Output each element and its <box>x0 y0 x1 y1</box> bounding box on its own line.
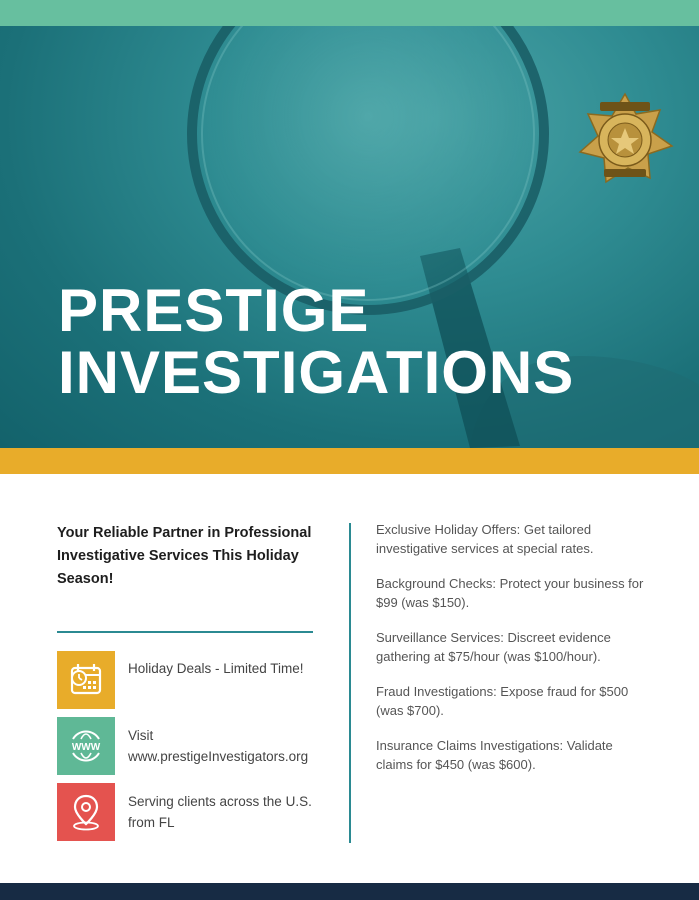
offer-item: Insurance Claims Investigations: Validate claims for $450 (was $600). <box>376 738 613 772</box>
calendar-icon <box>57 651 115 709</box>
offer-item: Surveillance Services: Discreet evidence gathering at $75/hour (was $100/hour). <box>376 630 611 664</box>
feature-service-area <box>57 783 327 841</box>
tagline: Your Reliable Partner in Professional Investigative Services This Holiday Season! <box>57 525 312 587</box>
feature-website <box>57 717 327 775</box>
hero-banner <box>0 26 699 448</box>
www-globe-icon <box>57 717 115 775</box>
title-line-1: PRESTIGE <box>58 277 370 344</box>
feature-text: Serving clients across the U.S. from FL <box>128 794 312 830</box>
investigator-badge-icon <box>576 92 674 186</box>
feature-holiday-deals <box>57 651 327 709</box>
location-pin-icon <box>57 783 115 841</box>
feature-text: Holiday Deals - Limited Time! <box>128 661 304 676</box>
gold-divider-bar <box>0 448 699 474</box>
offer-item: Background Checks: Protect your business for $99 (was $150). <box>376 576 644 610</box>
offer-item: Fraud Investigations: Expose fraud for $500 (was $700). <box>376 684 629 718</box>
section-rule <box>57 631 313 633</box>
offers-list <box>376 521 646 791</box>
title-line-2: INVESTIGATIONS <box>58 339 575 406</box>
svg-text:WWW: WWW <box>71 742 101 753</box>
footer-bar <box>0 883 699 900</box>
page-title <box>58 277 575 406</box>
feature-text: Visit www.prestigeInvestigators.org <box>128 728 309 764</box>
column-divider <box>349 523 351 843</box>
offer-item: Exclusive Holiday Offers: Get tailored investigative services at special rates. <box>376 522 594 556</box>
top-accent-strip <box>0 0 699 26</box>
